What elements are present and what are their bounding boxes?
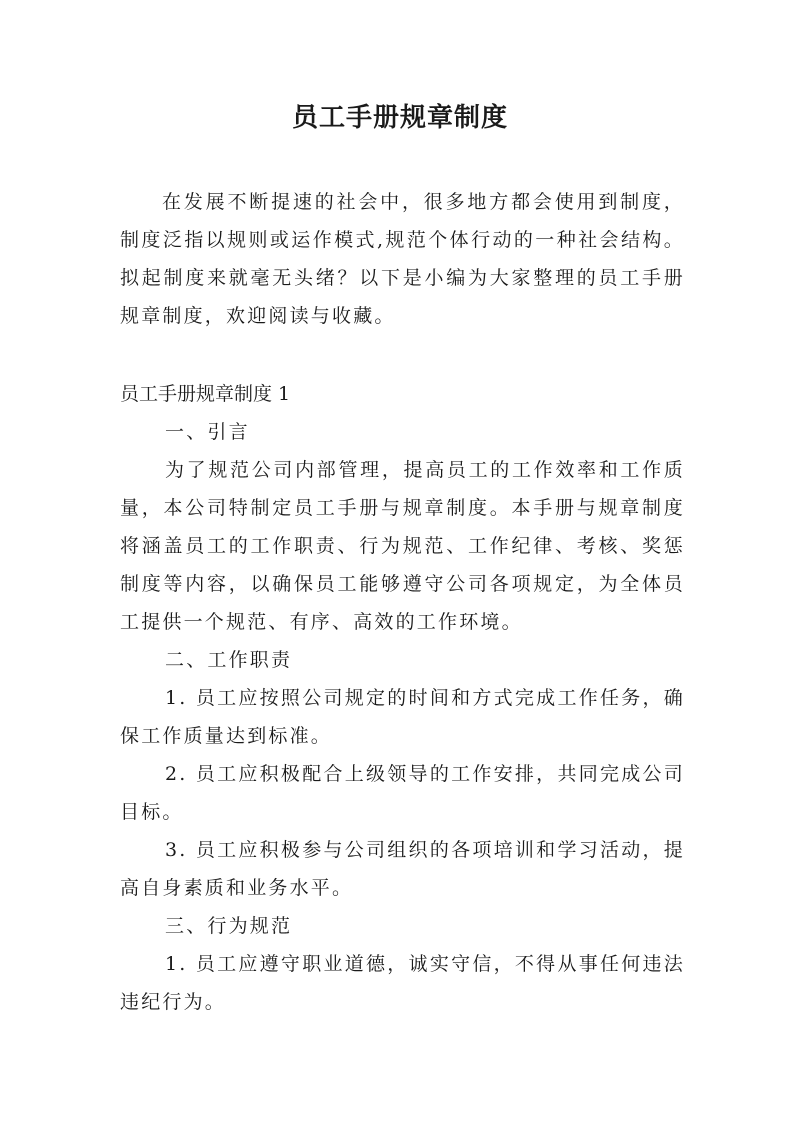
paragraph-responsibility-3: 3. 员工应积极参与公司组织的各项培训和学习活动，提高自身素质和业务水平。 xyxy=(120,839,685,899)
paragraph-introduction: 为了规范公司内部管理，提高员工的工作效率和工作质量，本公司特制定员工手册与规章制度。本手册与规章制度将涵盖员工的工作职责、行为规范、工作纪律、考核、奖惩制度等内容，以确保员工能够遵守公司各项规定，为全体员工提供一个规范、有序、高效的工作环境。 xyxy=(120,459,685,633)
section-title: 员工手册规章制度 1 xyxy=(120,383,291,405)
section-heading-introduction: 一、引言 xyxy=(165,421,250,443)
section-heading-responsibilities: 二、工作职责 xyxy=(165,649,293,671)
document-title: 员工手册规章制度 xyxy=(291,103,508,133)
paragraph-responsibility-2: 2. 员工应积极配合上级领导的工作安排，共同完成公司目标。 xyxy=(120,763,685,823)
intro-paragraph: 在发展不断提速的社会中，很多地方都会使用到制度，制度泛指以规则或运作模式,规范个体行动的一种社会结构。拟起制度来就毫无头绪？以下是小编为大家整理的员工手册规章制度，欢迎阅读与收藏。 xyxy=(120,191,685,327)
paragraph-responsibility-1: 1. 员工应按照公司规定的时间和方式完成工作任务，确保工作质量达到标准。 xyxy=(120,687,685,747)
paragraph-conduct-1: 1. 员工应遵守职业道德，诚实守信，不得从事任何违法违纪行为。 xyxy=(120,953,685,1013)
section-heading-conduct: 三、行为规范 xyxy=(165,915,293,937)
